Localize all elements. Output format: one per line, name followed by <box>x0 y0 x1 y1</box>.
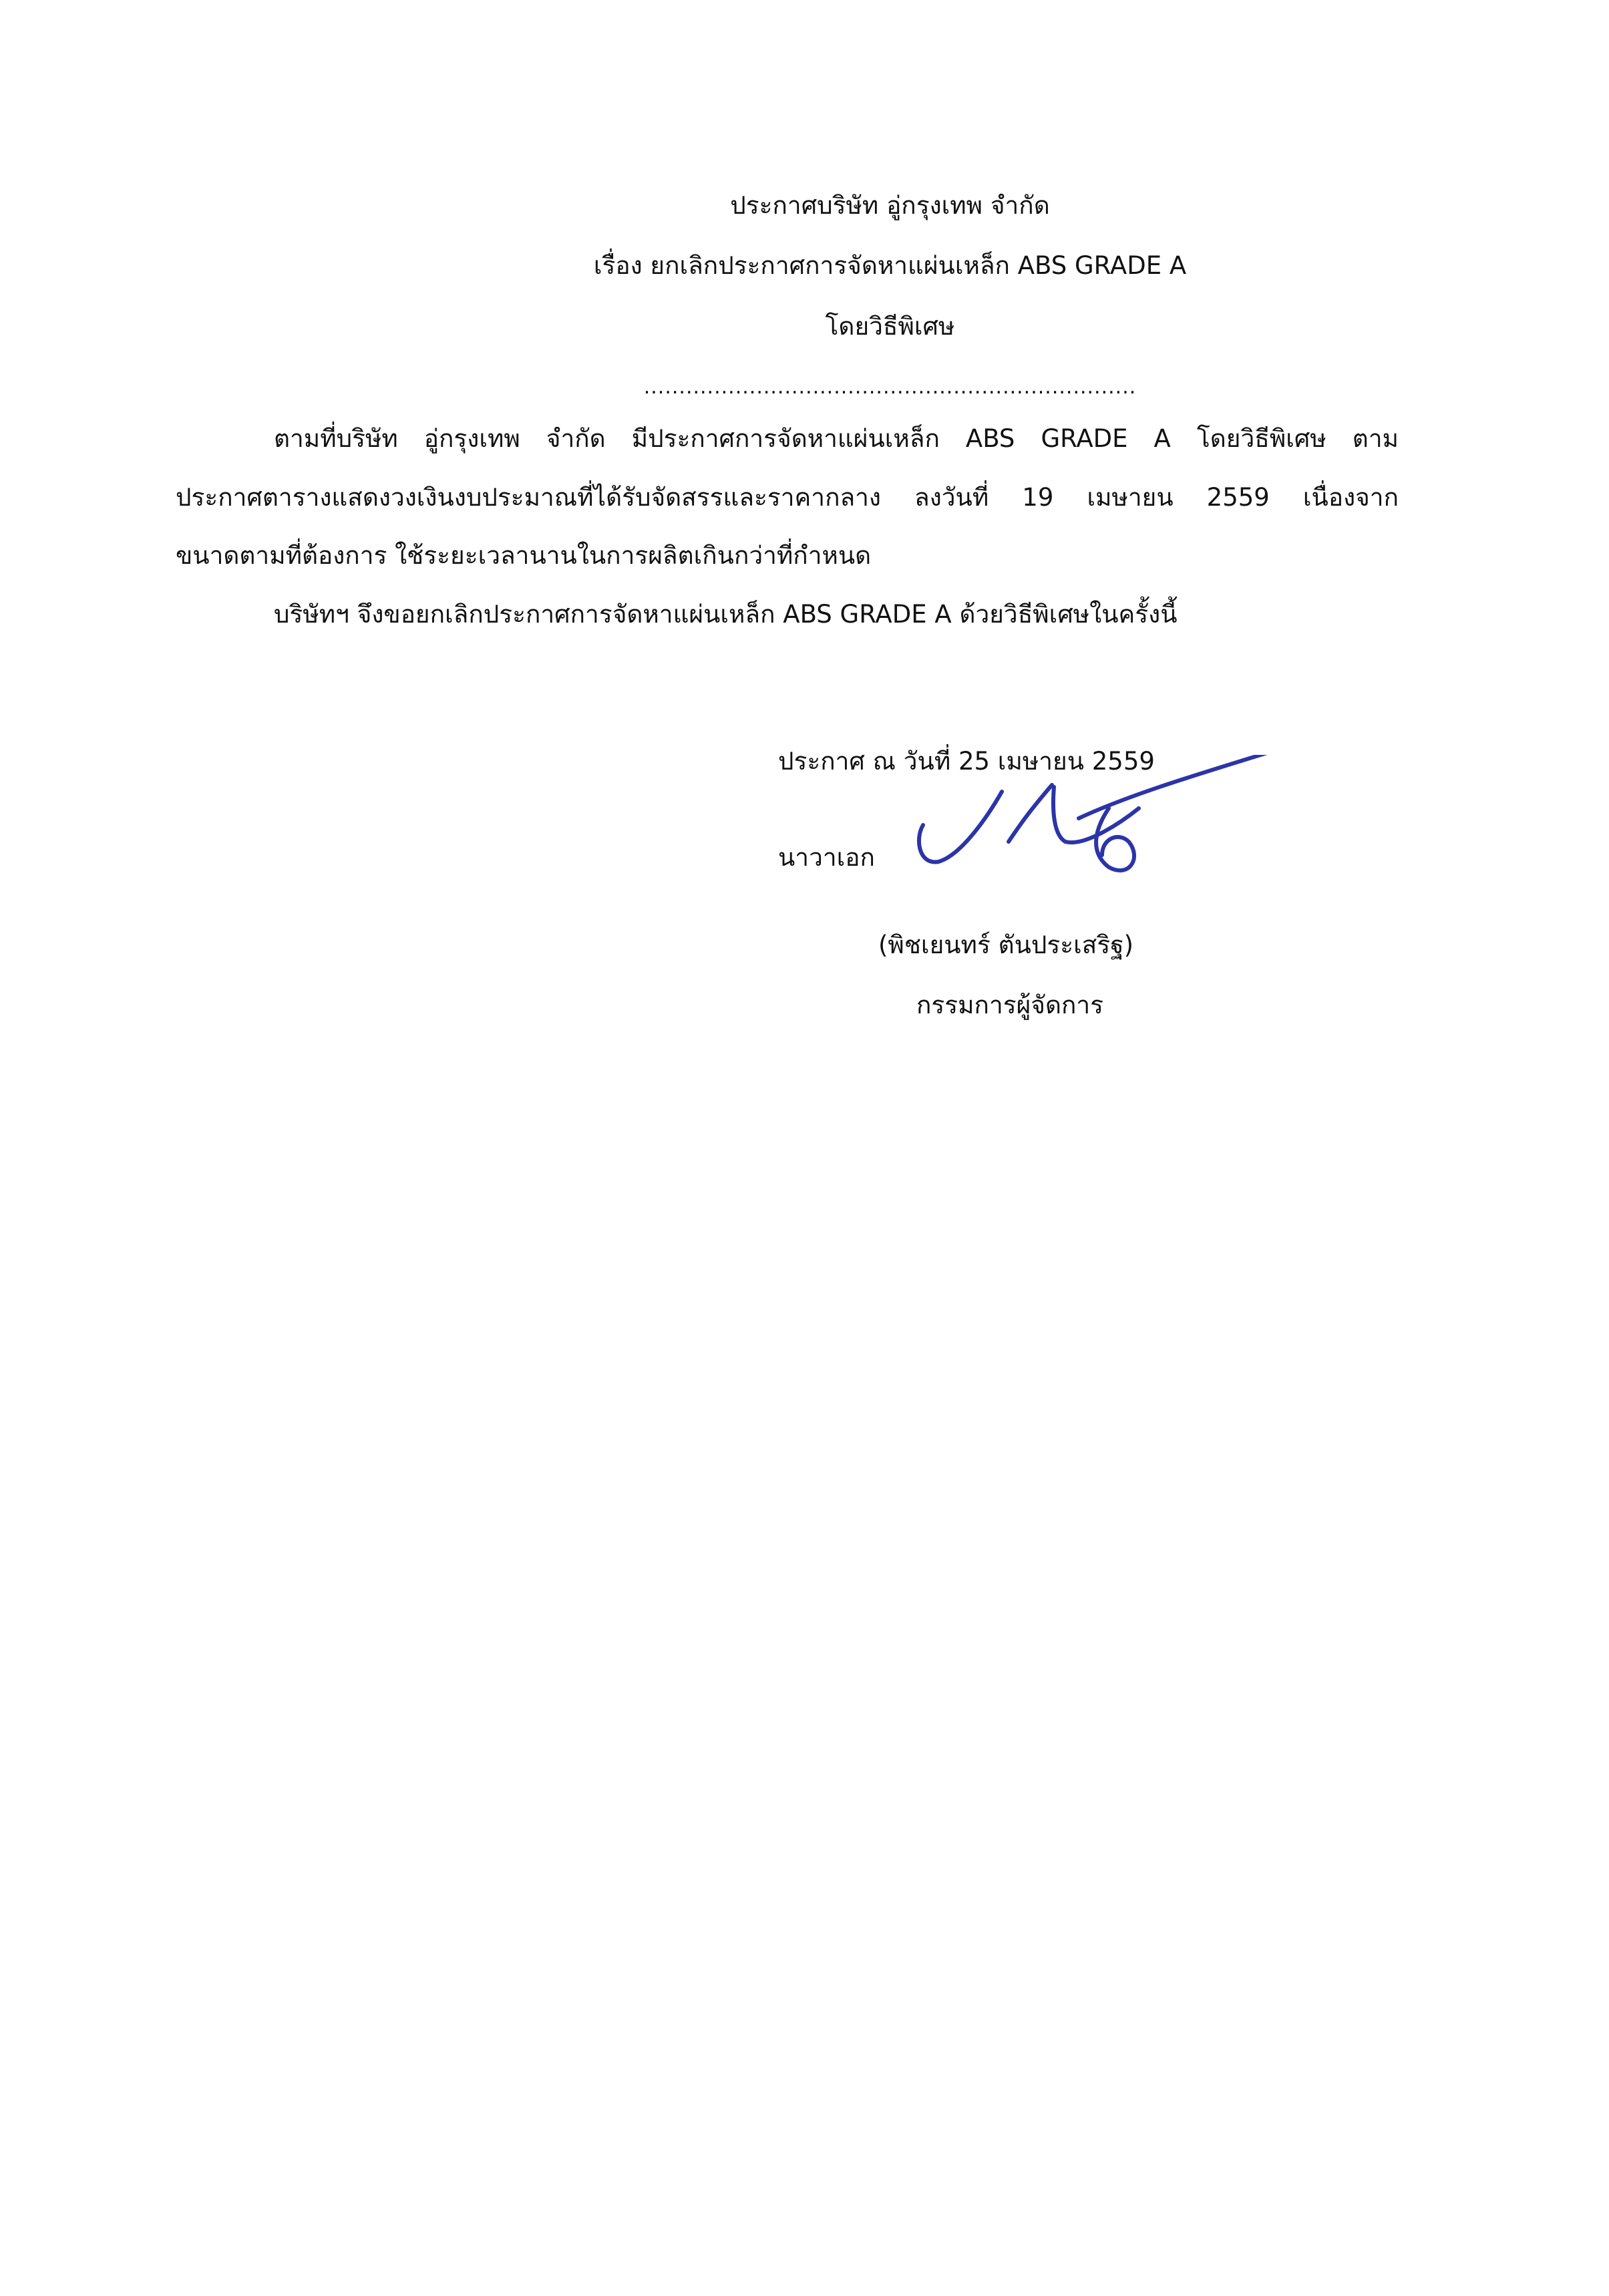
signer-name: (พิชเยนทร์ ตันประเสริฐ) <box>878 931 1134 959</box>
dotted-divider: ...................................................................... <box>643 375 1137 399</box>
announcement-method: โดยวิธีพิเศษ <box>825 312 955 341</box>
body-paragraph-1-line-1: ตามที่บริษัท อู่กรุงเทพ จำกัด มีประกาศการจัดหาแผ่นเหล็ก ABS GRADE A โดยวิธีพิเศษ ตาม <box>274 424 1399 453</box>
body-paragraph-2: บริษัทฯ จึงขอยกเลิกประกาศการจัดหาแผ่นเหล็ก ABS GRADE A ด้วยวิธีพิเศษในครั้งนี้ <box>274 600 1178 629</box>
announcement-date: ประกาศ ณ วันที่ 25 เมษายน 2559 <box>778 747 1155 776</box>
announcement-subject: เรื่อง ยกเลิกประกาศการจัดหาแผ่นเหล็ก ABS GRADE A <box>593 251 1187 280</box>
signer-rank: นาวาเอก <box>778 843 875 872</box>
body-paragraph-1-line-2: ประกาศตารางแสดงวงเงินงบประมาณที่ได้รับจัดสรรและราคากลาง ลงวันที่ 19 เมษายน 2559 เนื่องจาก <box>176 483 1399 512</box>
announcement-title: ประกาศบริษัท อู่กรุงเทพ จำกัด <box>730 191 1050 220</box>
body-paragraph-1-line-3: ขนาดตามที่ต้องการ ใช้ระยะเวลานานในการผลิตเกินกว่าที่กำหนด <box>176 541 872 570</box>
signer-position: กรรมการผู้จัดการ <box>916 991 1104 1019</box>
handwritten-signature <box>908 755 1296 888</box>
